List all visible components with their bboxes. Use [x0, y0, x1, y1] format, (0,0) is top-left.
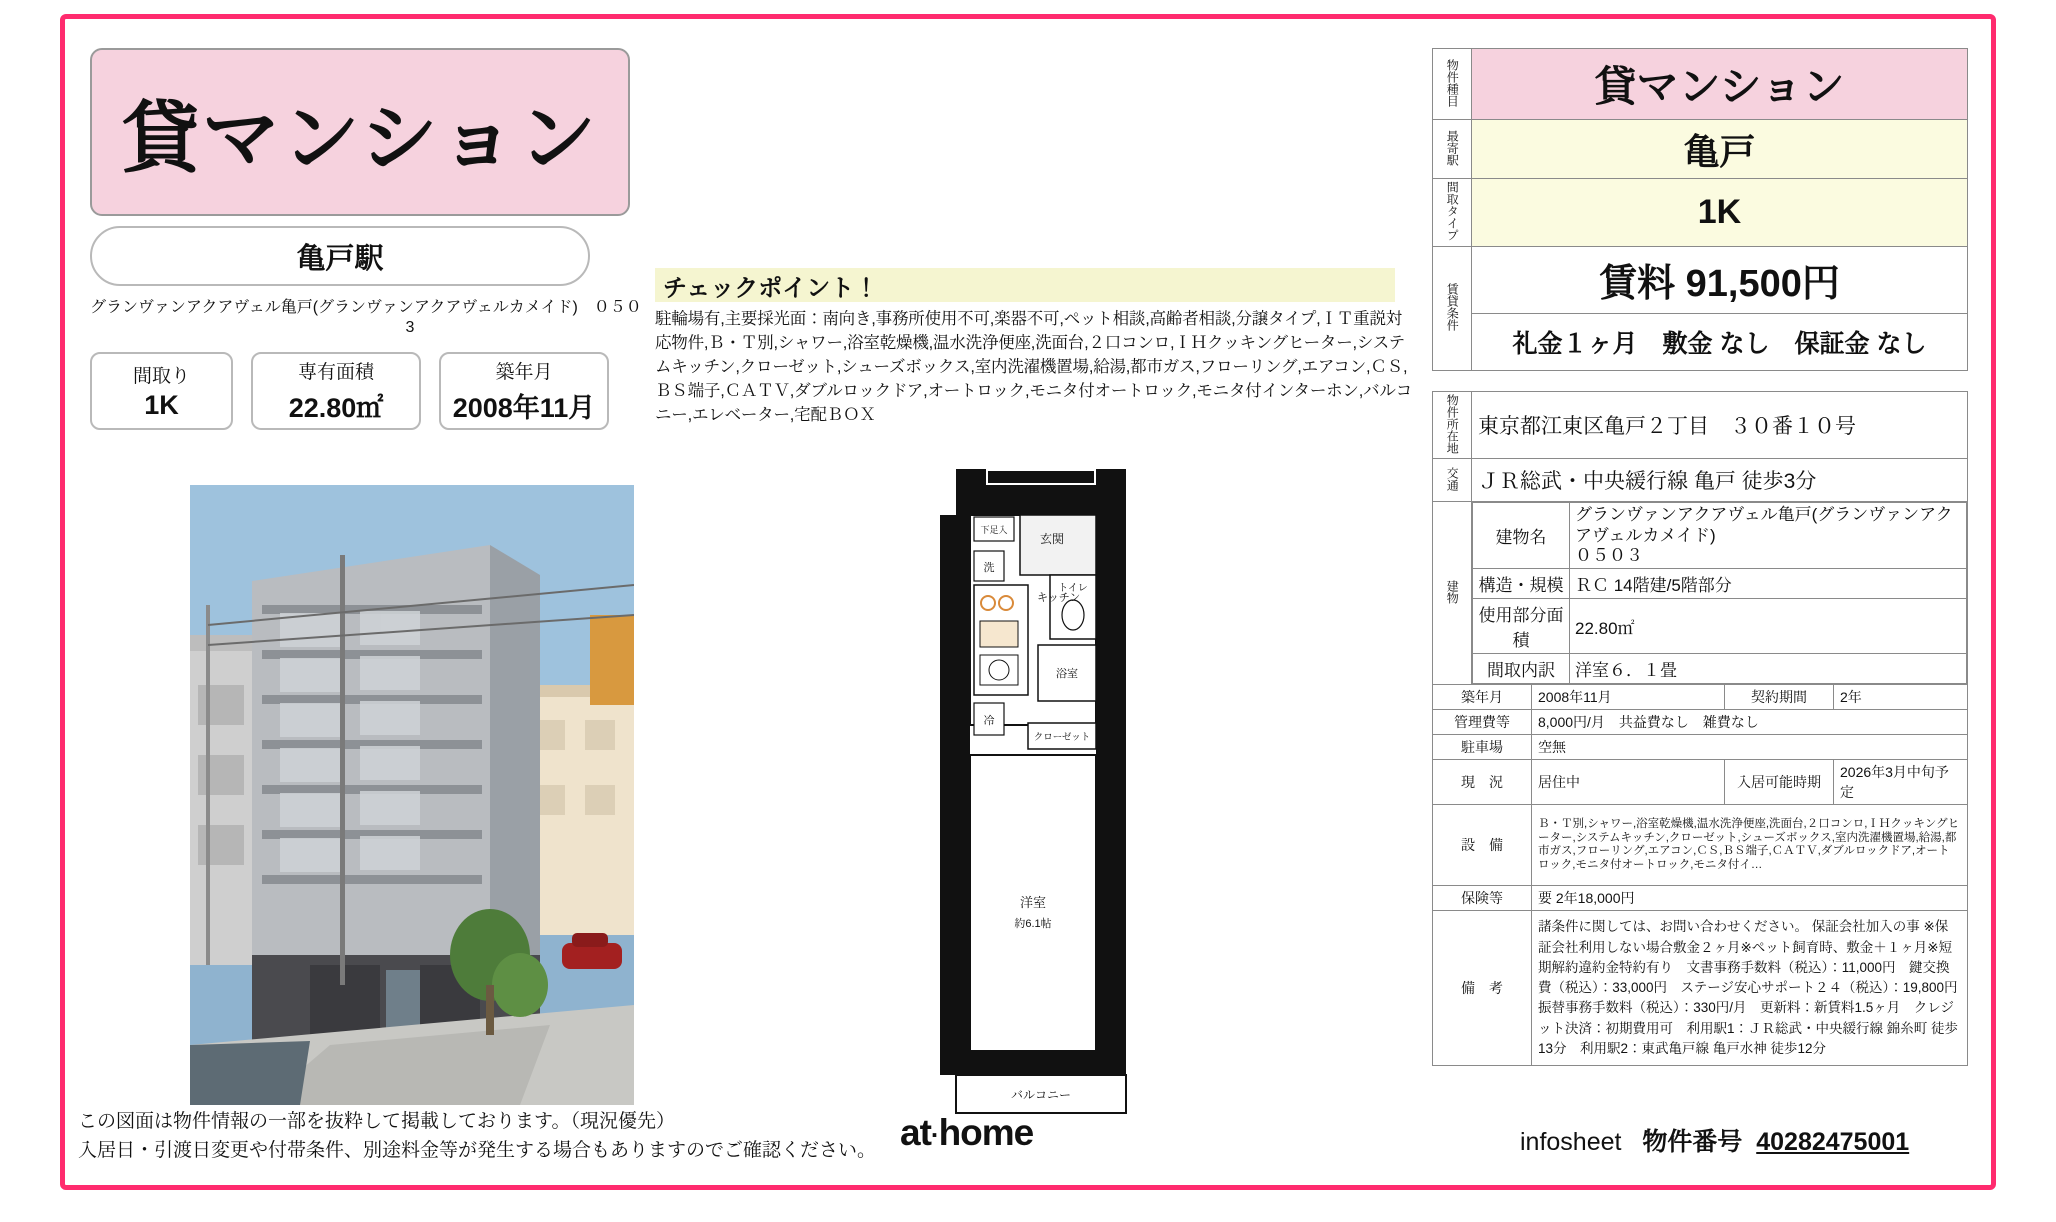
status-label: 現 況	[1433, 760, 1532, 805]
table-row	[1433, 459, 1968, 502]
mgmt-label: 管理費等	[1433, 710, 1532, 735]
row-label: 最寄駅	[1433, 120, 1472, 179]
nearest-station-label: 亀戸駅	[296, 242, 384, 275]
movein-value: 2026年3月中旬予定	[1834, 760, 1968, 805]
footer-note-line2: 入居日・引渡日変更や付帯条件、別途料金等が発生する場合もありますのでご確認ください。	[78, 1139, 877, 1161]
table-row	[1473, 569, 1967, 599]
label-room-size: 約6.1帖	[1014, 918, 1052, 930]
insurance-value: 要 2年18,000円	[1532, 886, 1968, 911]
layout-type-value: 1K	[1472, 179, 1968, 247]
row-label: 賃貸条件	[1433, 246, 1472, 370]
infosheet-footer	[1520, 1122, 1909, 1158]
table-row	[1433, 735, 1968, 760]
property-type-title	[90, 48, 630, 216]
label-kitchen: キッチン	[1037, 592, 1081, 604]
address-value: 東京都江東区亀戸２丁目 ３０番１０号	[1472, 391, 1968, 459]
spec-value: 1K	[144, 390, 179, 420]
checkpoint-heading: チェックポイント！	[655, 268, 1395, 302]
table-row	[1433, 391, 1968, 459]
summary-table	[1432, 48, 1968, 371]
label-closet: クローゼット	[1033, 732, 1091, 743]
built-label: 築年月	[1433, 685, 1532, 710]
deposit-fees-value: 礼金１ヶ月 敷金 なし 保証金 なし	[1472, 313, 1968, 370]
label-toilet: トイレ	[1058, 583, 1088, 594]
checkpoint-section	[655, 268, 1415, 428]
nearest-station-value: 亀戸	[1472, 120, 1968, 179]
table-row	[1433, 886, 1968, 911]
layout-detail-value: 洋室６．１畳	[1570, 654, 1967, 684]
label-room: 洋室	[1019, 895, 1047, 910]
label-entrance: 玄関	[1039, 532, 1065, 546]
spec-label: 専有面積	[297, 362, 374, 383]
building-name-text: グランヴァンアクアヴェル亀戸(グランヴァンアクアヴェルカメイド)	[1575, 505, 1953, 545]
structure-label: 構造・規模	[1473, 569, 1570, 599]
built-value: 2008年11月	[1532, 685, 1725, 710]
footer-note-line1: この図面は物件情報の一部を抜粋して掲載しております。（現況優先）	[78, 1111, 675, 1132]
property-type-label: 貸マンション	[121, 94, 599, 182]
area-value: 22.80㎡	[1570, 599, 1967, 654]
footer-note	[78, 1108, 876, 1165]
table-row	[1433, 911, 1968, 1066]
table-row	[1473, 503, 1967, 569]
checkpoint-body: 駐輪場有,主要採光面：南向き,事務所使用不可,楽器不可,ペット相談,高齢者相談,分譲タイプ,ＩＴ重説対応物件,Ｂ・Ｔ別,シャワー,浴室乾燥機,温水洗浄便座,洗面台,２口コンロ,ＩＨクッキングヒーター,システムキッチン,クローゼット,シューズボックス,室内洗濯機置場,給湯,都市ガス,フローリング,エアコン,ＣＳ,ＢＳ端子,ＣＡＴＶ,ダブルロックドア,オートロック,モニタ付オートロック,モニタ付インターホン,バルコニー,エレベーター,宅配ＢＯＸ	[655, 310, 1413, 424]
contract-value: 2年	[1834, 685, 1968, 710]
property-type-value: 貸マンション	[1472, 49, 1968, 120]
table-row	[1433, 49, 1968, 120]
address-label: 物件所在地	[1433, 391, 1472, 459]
building-name-label: 建物名	[1473, 503, 1570, 569]
right-column	[1432, 48, 1972, 1066]
row-label: 間取タイプ	[1433, 179, 1472, 247]
infosheet-label: infosheet	[1520, 1128, 1622, 1156]
athome-logo-at: at	[900, 1112, 931, 1153]
label-shoes-box: 下足入	[980, 525, 1008, 535]
area-label: 使用部分面積	[1473, 599, 1570, 654]
insurance-label: 保険等	[1433, 886, 1532, 911]
details-table	[1432, 391, 1968, 686]
nearest-station-box	[90, 226, 590, 286]
building-subtable	[1472, 502, 1967, 684]
access-value: ＪＲ総武・中央緩行線 亀戸 徒歩3分	[1472, 459, 1968, 502]
spec-label: 築年月	[495, 362, 553, 383]
photo-graphic	[190, 485, 634, 1105]
athome-logo-home: home	[938, 1112, 1034, 1153]
conditions-table	[1432, 684, 1972, 1066]
table-row	[1433, 246, 1968, 313]
building-name-number: 3	[405, 319, 415, 336]
access-label: 交通	[1433, 459, 1472, 502]
building-photo	[190, 485, 634, 1105]
table-row	[1433, 685, 1968, 710]
layout-detail-label: 間取内訳	[1473, 654, 1570, 684]
building-subtable-cell	[1472, 502, 1968, 685]
spec-card-built	[439, 352, 609, 430]
parking-label: 駐車場	[1433, 735, 1532, 760]
equipment-label: 設 備	[1433, 805, 1532, 886]
table-row	[1433, 710, 1968, 735]
spec-card-area	[251, 352, 421, 430]
remarks-label: 備 考	[1433, 911, 1532, 1066]
label-bath: 浴室	[1056, 668, 1078, 680]
spec-value: 2008年11月	[452, 393, 596, 423]
property-no-value: 40282475001	[1756, 1128, 1910, 1156]
table-row	[1433, 805, 1968, 886]
athome-logo	[900, 1112, 1033, 1154]
row-label: 物件種目	[1433, 49, 1472, 120]
property-no-label: 物件番号	[1642, 1128, 1743, 1156]
equipment-value: Ｂ・Ｔ別,シャワー,浴室乾燥機,温水洗浄便座,洗面台,２口コンロ,ＩＨクッキングヒーター,システムキッチン,クローゼット,シューズボックス,室内洗濯機置場,給湯,都市ガス,フローリング,エアコン,ＣＳ,ＢＳ端子,ＣＡＴＶ,ダブルロックドア,オートロック,モニタ付オートロック,モニタ付イ…	[1532, 805, 1968, 886]
label-balcony: バルコニー	[1010, 1088, 1072, 1102]
building-name: グランヴァンアクアヴェル亀戸(グランヴァンアクアヴェルカメイド) ０５０	[90, 299, 642, 316]
table-row	[1433, 502, 1968, 685]
building-name-block	[90, 298, 730, 338]
table-row	[1433, 179, 1968, 247]
rent-value: 賃料 91,500円	[1472, 246, 1968, 313]
spec-card-layout	[90, 352, 233, 430]
structure-value: ＲＣ 14階建/5階部分	[1570, 569, 1967, 599]
spec-value: 22.80㎡	[288, 393, 384, 423]
building-room-number: ０５０３	[1575, 545, 1643, 565]
contract-label: 契約期間	[1725, 685, 1834, 710]
building-name-value	[1570, 503, 1967, 569]
movein-label: 入居可能時期	[1725, 760, 1834, 805]
label-washer: 洗	[983, 562, 995, 574]
table-row	[1433, 760, 1968, 805]
floor-plan	[900, 455, 1330, 1115]
parking-value: 空無	[1532, 735, 1968, 760]
table-row	[1473, 654, 1967, 684]
remarks-value: 諸条件に関しては、お問い合わせください。 保証会社加入の事 ※保証会社利用しない場合敷金２ヶ月※ペット飼育時、敷金＋１ヶ月※短期解約違約金特約有り 文書事務手数料（税込）：11,000円 鍵交換費（税込）：33,000円 ステージ安心サポート２４（税込）：19,800円 振替事務手数料（税込）：330円/月 更新料：新賃料1.5ヶ月 クレジット決済：初期費用可 利用駅1：ＪＲ総武・中央緩行線 錦糸町 徒歩13分 利用駅2：東武亀戸線 亀戸水神 徒歩12分	[1532, 911, 1968, 1066]
status-value: 居住中	[1532, 760, 1725, 805]
spec-label: 間取り	[132, 366, 190, 387]
mgmt-value: 8,000円/月 共益費なし 雑費なし	[1532, 710, 1968, 735]
building-label: 建物	[1433, 502, 1472, 685]
table-row	[1433, 313, 1968, 370]
table-row	[1433, 120, 1968, 179]
table-row	[1473, 599, 1967, 654]
label-fridge: 冷	[983, 715, 995, 727]
athome-logo-dot: ·	[930, 1119, 939, 1150]
floor-plan-graphic	[900, 455, 1330, 1115]
